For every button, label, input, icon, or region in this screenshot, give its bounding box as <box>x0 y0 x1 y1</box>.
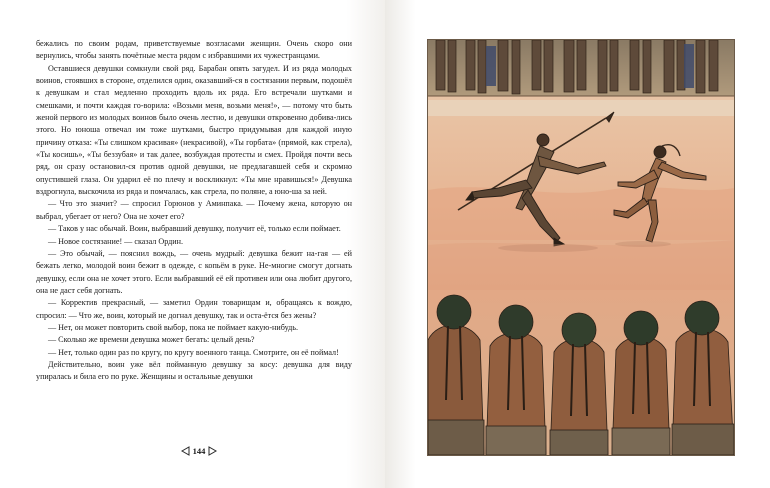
page-number-ornament <box>178 445 220 457</box>
illustration-race-chase <box>427 39 735 456</box>
paragraph: — Таков у нас обычай. Воин, выбравший девушку, получит её, только если поймает. <box>48 224 341 234</box>
paragraph: — Нет, только один раз по кругу, по кругу военного танца. Смотрите, он её поймал! <box>48 347 339 357</box>
paragraph: — Что это значит? — спросил Горюнов у Аминпака. — Почему жена, которую он выбрал, убегает от него? Она не хочет его? <box>36 199 352 221</box>
illustration-drawing <box>428 40 734 455</box>
page-number: 144 <box>192 446 206 456</box>
paragraph: Оставшиеся девушки сомкнули свой ряд. Барабан опять загудел. И из ряда молодых воинов, стоявших в стороне, отделился один, оказавший-ся в состязании первым, подошёл к девушкам и стал медленно проходить вдоль их ряда. Его встречали шутками и смешками, и почти каждая го-ворила: «Возьми меня, возьми меня!», — потому что быть женой первого из молодых воинов было очень лестно, и девушки откровенно добива-лись этого. Но юноша отвечал им тоже шутками, быстро придумывая для каждой иную причину отказа: «Ты слишком красивая» (некрасивой), «Ты горбата» (прямой, как стрела), «Ты косишь», «Ты беззубая» и так далее, возбуждая протесты и смех. Пройдя почти весь ряд, он сразу остановил-ся против одной девушки, не предлагавшей себя и скромно опустившей глаза. Он ударил её по плечу и воскликнул: «Ты мне нравишься!» Девушка вздрогнула, выскочила из ряда и помчалась, как стрела, по поляне, а юно-ша за ней. <box>36 63 352 197</box>
left-triangle-ornament-icon <box>181 446 190 456</box>
paragraph: — Новое состязание! — сказал Ордин. <box>48 236 184 246</box>
paragraph: Действительно, воин уже вёл пойманную девушку за косу: девушка для виду упиралась и била его по руке. Женщины и остальные девушки <box>36 359 352 382</box>
paragraph: — Сколько же времени девушка может бегать: целый день? <box>48 335 255 345</box>
paragraph: бежались по своим родам, приветствуемые возгласами женщин. Очень скоро они вернулись, чтобы занять почётные места рядом с избравшими их чужестранцами. <box>36 39 352 61</box>
paragraph: — Нет, он может повторить свой выбор, пока не поймает какую-нибудь. <box>48 322 299 332</box>
body-text <box>36 38 352 384</box>
standing-warriors-legs <box>428 40 734 96</box>
paragraph: — Корректив прекрасный, — заметил Ордин товарищам и, обращаясь к вождю, спросил: — Что же, воин, который не догнал девушку, так и оста-ётся без жены? <box>36 298 352 320</box>
paragraph: — Это обычай, — пояснил вождь, — очень мудрый: девушка бежит на-гая — ей бежать легко, молодой воин бежит в одежде, с копьём в руке. Не-многие смогут догнать девушку, если она не хочет этого. Если выбравший её ей противен или она любит другого, она не даст себя догнать. <box>36 248 352 295</box>
right-triangle-ornament-icon <box>208 446 217 456</box>
